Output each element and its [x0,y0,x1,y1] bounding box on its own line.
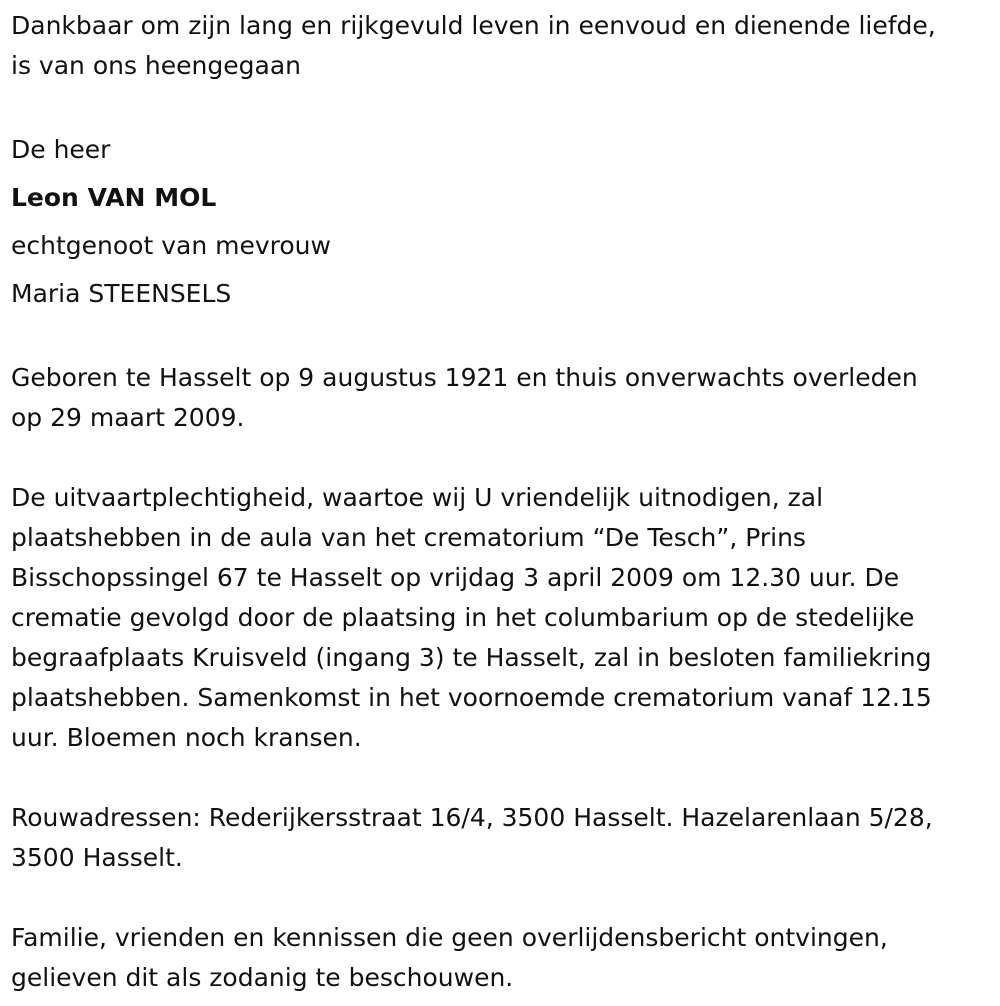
addresses-paragraph [11,798,996,878]
addresses-line-2: 3500 Hasselt. [11,843,183,872]
name-block [11,126,996,318]
obituary-notice [11,6,996,998]
intro-line-1: Dankbaar om zijn lang en rijkgevuld leven in eenvoud en dienende liefde, [11,11,936,40]
ceremony-line-4: crematie gevolgd door de plaatsing in het columbarium op de stedelijke [11,603,915,632]
ceremony-line-2: plaatshebben in de aula van het crematorium “De Tesch”, Prins [11,523,806,552]
spouse-name: Maria STEENSELS [11,279,232,308]
spouse-label: echtgenoot van mevrouw [11,231,331,260]
ceremony-paragraph [11,478,996,758]
addresses-line-1: Rouwadressen: Rederijkersstraat 16/4, 3500 Hasselt. Hazelarenlaan 5/28, [11,803,933,832]
birth-death-line-1: Geboren te Hasselt op 9 augustus 1921 en thuis onverwachts overleden [11,363,918,392]
ceremony-line-5: begraafplaats Kruisveld (ingang 3) te Hasselt, zal in besloten familiekring [11,643,932,672]
ceremony-line-3: Bisschopssingel 67 te Hasselt op vrijdag 3 april 2009 om 12.30 uur. De [11,563,900,592]
closing-paragraph [11,918,996,998]
closing-line-1: Familie, vrienden en kennissen die geen overlijdensbericht ontvingen, [11,923,888,952]
intro-line-2: is van ons heengegaan [11,51,301,80]
ceremony-line-6: plaatshebben. Samenkomst in het voornoemde crematorium vanaf 12.15 [11,683,932,712]
ceremony-line-1: De uitvaartplechtigheid, waartoe wij U vriendelijk uitnodigen, zal [11,483,824,512]
birth-death-paragraph [11,358,996,438]
deceased-name: Leon VAN MOL [11,183,217,212]
birth-death-line-2: op 29 maart 2009. [11,403,245,432]
ceremony-line-7: uur. Bloemen noch kransen. [11,723,362,752]
closing-line-2: gelieven dit als zodanig te beschouwen. [11,963,514,992]
intro-paragraph [11,6,996,86]
honorific: De heer [11,135,111,164]
